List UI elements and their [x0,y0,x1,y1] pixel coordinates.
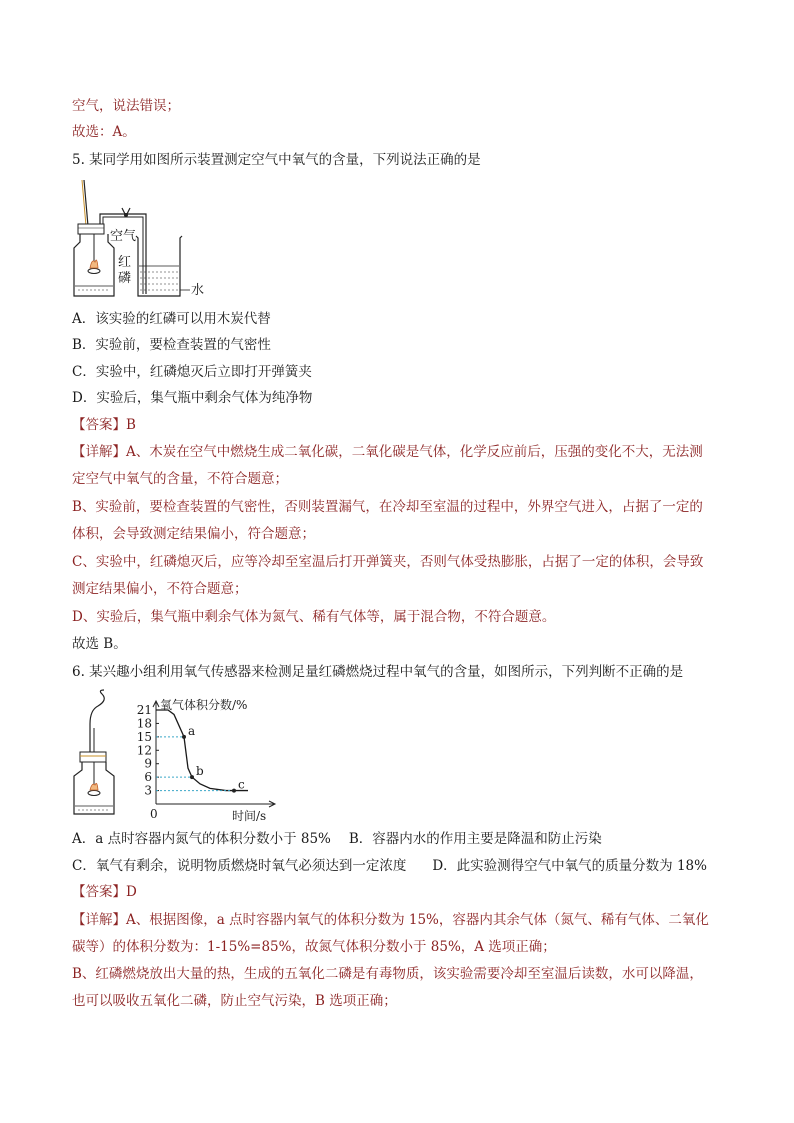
q6-option-d: D．此实验测得空气中氧气的质量分数为 18% [432,858,707,874]
point-label-a: a [188,723,196,738]
q5-conclusion: 故选 B。 [72,636,127,652]
q5-detail-b-line2: 体积，会导致测定结果偏小，符合题意； [72,526,315,542]
q6-options-row2 [72,856,707,876]
q6-stem: 6. 某兴趣小组利用氧气传感器来检测足量红磷燃烧过程中氧气的含量，如图所示，下列判断不正确的是 [72,664,684,680]
q6-option-b: B．容器内水的作用主要是降温和防止污染 [348,831,602,847]
q6-options-row1 [72,829,602,849]
q6-answer-tag: 【答案】 [72,884,126,900]
q5-option-b: B．实验前，要检查装置的气密性 [72,337,271,353]
point-label-c: c [238,777,245,792]
q6-detail-tag: 【详解】 [72,912,126,928]
y-tick-label: 3 [144,783,152,798]
q6-answer-line [72,882,137,902]
q6-detail-a-line2: 碳等）的体积分数为：1-15%=85%，故氮气体积分数小于 85%，A 选项正确； [72,939,556,955]
q5-answer-tag: 【答案】 [72,417,126,433]
q5-option-a: A．该实验的红磷可以用木炭代替 [72,311,271,327]
x-axis-label: 时间/s [232,809,267,823]
q5-label-water: 水 [191,283,205,298]
q6-detail-a1: A、根据图像，a 点时容器内氧气的体积分数为 15%，容器内其余气体（氮气、稀有气体、二氧化 [126,912,709,928]
point-a [182,735,186,739]
q5-detail-a1: A、木炭在空气中燃烧生成二氧化碳，二氧化碳是气体，化学反应前后，压强的变化不大，无法测 [126,444,703,460]
y-tick-label: 6 [144,770,152,785]
y-tick-label: 12 [136,743,152,758]
q5-label-red: 红 [118,255,132,270]
q6-option-a: A．a 点时容器内氮气的体积分数小于 85% [72,831,331,847]
q5-detail-c-line2: 测定结果偏小，不符合题意； [72,581,248,597]
y-tick-label: 15 [136,729,152,744]
q5-label-phosphorus: 磷 [118,271,132,286]
y-tick-label: 9 [144,756,152,771]
q6-detail-b-line2: 也可以吸收五氧化二磷，防止空气污染，B 选项正确； [72,993,397,1009]
y-tick-label: 21 [136,703,152,717]
q5-detail-b-line1: B、实验前，要检查装置的气密性，否则装置漏气，在冷却至室温的过程中，外界空气进入，占据了一定的 [72,499,703,515]
q5-stem: 5. 某同学用如图所示装置测定空气中氧气的含量，下列说法正确的是 [72,152,481,168]
prev-conclusion: 故选：A。 [72,124,136,140]
oxygen-curve [156,710,248,791]
q5-apparatus-figure [70,178,220,302]
q5-detail-a-line1 [72,442,703,462]
q6-detail-a-line1 [72,910,709,930]
q6-bottle-figure [68,688,124,820]
q5-detail-tag: 【详解】 [72,444,126,460]
q5-detail-d-line1: D、实验后，集气瓶中剩余气体为氮气、稀有气体等，属于混合物，不符合题意。 [72,609,556,625]
prev-text-line: 空气，说法错误； [72,98,180,114]
y-axis-label: 氧气体积分数/% [160,698,248,712]
q5-label-air: 空气 [110,229,137,244]
q5-answer-value: B [126,417,136,433]
q6-detail-b-line1: B、红磷燃烧放出大量的热，生成的五氧化二磷是有毒物质，该实验需要冷却至室温后读数，水可以降温， [72,966,703,982]
q5-detail-a-line2: 定空气中氧气的含量，不符合题意； [72,471,288,487]
q6-option-c: C．氧气有剩余，说明物质燃烧时氧气必须达到一定浓度 [72,858,407,874]
q6-answer-value: D [126,884,137,900]
q5-detail-c-line1: C、实验中，红磷熄灭后，应等冷却至室温后打开弹簧夹，否则气体受热膨胀，占据了一定的体积，会导致 [72,554,704,570]
point-label-b: b [196,764,204,779]
q5-option-c: C．实验中，红磷熄灭后立即打开弹簧夹 [72,364,312,380]
q6-oxygen-chart [128,696,288,824]
q5-answer-line [72,415,136,435]
q5-option-d: D．实验后，集气瓶中剩余气体为纯净物 [72,390,313,406]
origin-label: 0 [150,807,158,821]
y-tick-label: 18 [136,716,152,731]
point-b [190,775,194,779]
point-c [232,789,236,793]
